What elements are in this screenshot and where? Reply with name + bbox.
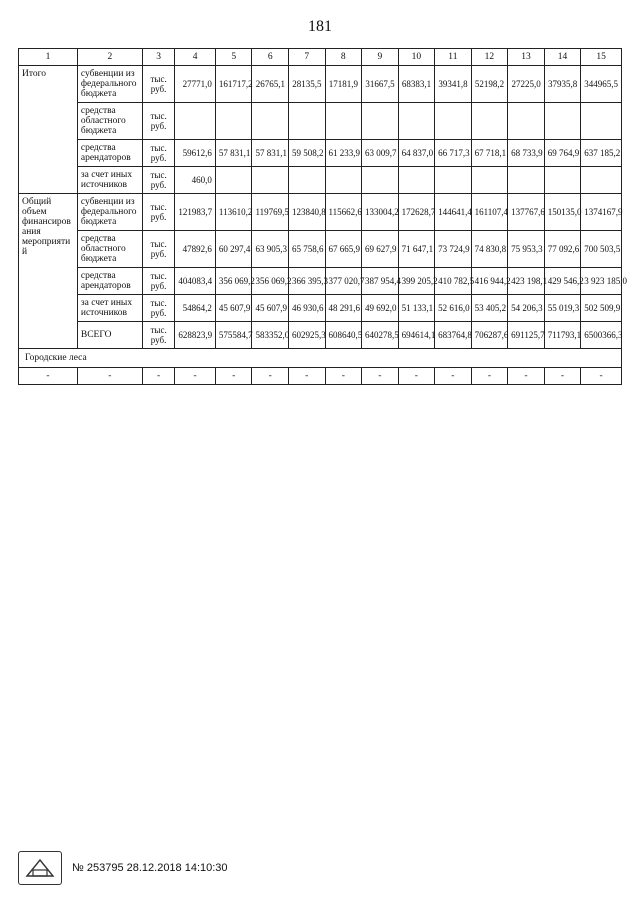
unit-cell: тыс. руб. — [142, 103, 174, 140]
value-cell: 429 546,2 — [544, 268, 581, 295]
value-cell — [435, 103, 472, 140]
value-cell: 144641,4 — [435, 194, 472, 231]
footer — [18, 851, 622, 885]
dash-cell: - — [142, 368, 174, 385]
value-cell — [471, 103, 508, 140]
unit-cell: тыс. руб. — [142, 268, 174, 295]
value-cell: 68 733,9 — [508, 140, 545, 167]
value-cell: 69 764,9 — [544, 140, 581, 167]
value-cell: 66 717,3 — [435, 140, 472, 167]
value-cell — [215, 167, 252, 194]
column-header: 6 — [252, 49, 289, 66]
dash-cell: - — [19, 368, 78, 385]
value-cell: 1374167,9 — [581, 194, 622, 231]
value-cell: 608640,5 — [325, 322, 362, 349]
section-row — [19, 349, 622, 368]
value-cell: 344965,5 — [581, 66, 622, 103]
value-cell: 69 627,9 — [362, 231, 399, 268]
value-cell: 57 831,1 — [252, 140, 289, 167]
financing-table-wrap — [18, 48, 627, 385]
group-label: Общий объем финансирования мероприятий — [19, 194, 78, 349]
unit-cell: тыс. руб. — [142, 140, 174, 167]
table-row — [19, 167, 622, 194]
value-cell — [398, 167, 435, 194]
table-row — [19, 103, 622, 140]
unit-cell: тыс. руб. — [142, 66, 174, 103]
value-cell: 706287,6 — [471, 322, 508, 349]
column-header: 12 — [471, 49, 508, 66]
value-cell: 150135,0 — [544, 194, 581, 231]
value-cell — [288, 103, 325, 140]
unit-cell: тыс. руб. — [142, 194, 174, 231]
value-cell: 356 069,2 — [252, 268, 289, 295]
table-row — [19, 268, 622, 295]
funding-source: за счет иных источников — [77, 167, 142, 194]
value-cell: 51 133,1 — [398, 295, 435, 322]
value-cell: 123840,8 — [288, 194, 325, 231]
value-cell — [252, 103, 289, 140]
page-number: 181 — [308, 18, 332, 35]
value-cell: 172628,7 — [398, 194, 435, 231]
column-header: 1 — [19, 49, 78, 66]
funding-source: субвенции из федерального бюджета — [77, 66, 142, 103]
value-cell: 27771,0 — [175, 66, 216, 103]
value-cell: 60 297,4 — [215, 231, 252, 268]
value-cell: 602925,3 — [288, 322, 325, 349]
value-cell: 77 092,6 — [544, 231, 581, 268]
unit-cell: тыс. руб. — [142, 295, 174, 322]
value-cell: 387 954,4 — [362, 268, 399, 295]
value-cell — [471, 167, 508, 194]
value-cell: 423 198,1 — [508, 268, 545, 295]
funding-source: ВСЕГО — [77, 322, 142, 349]
funding-source: средства областного бюджета — [77, 103, 142, 140]
value-cell: 47892,6 — [175, 231, 216, 268]
column-header: 10 — [398, 49, 435, 66]
column-header: 3 — [142, 49, 174, 66]
value-cell: 74 830,8 — [471, 231, 508, 268]
value-cell — [325, 167, 362, 194]
column-header: 9 — [362, 49, 399, 66]
value-cell: 700 503,5 — [581, 231, 622, 268]
document-id: № 253795 28.12.2018 14:10:30 — [72, 862, 228, 874]
value-cell: 63 009,7 — [362, 140, 399, 167]
archive-stamp-icon — [18, 851, 62, 885]
value-cell — [581, 167, 622, 194]
value-cell: 161107,4 — [471, 194, 508, 231]
value-cell: 65 758,6 — [288, 231, 325, 268]
value-cell — [325, 103, 362, 140]
value-cell: 52198,2 — [471, 66, 508, 103]
value-cell: 73 724,9 — [435, 231, 472, 268]
value-cell: 53 405,2 — [471, 295, 508, 322]
dash-cell: - — [398, 368, 435, 385]
unit-cell: тыс. руб. — [142, 322, 174, 349]
table-row — [19, 231, 622, 268]
value-cell: 113610,2 — [215, 194, 252, 231]
column-header: 5 — [215, 49, 252, 66]
value-cell: 59612,6 — [175, 140, 216, 167]
column-header: 11 — [435, 49, 472, 66]
value-cell: 27225,0 — [508, 66, 545, 103]
table-body — [19, 66, 627, 385]
column-header: 8 — [325, 49, 362, 66]
dash-cell: - — [77, 368, 142, 385]
value-cell: 46 930,6 — [288, 295, 325, 322]
value-cell: 137767,6 — [508, 194, 545, 231]
table-row — [19, 322, 622, 349]
value-cell: 45 607,9 — [215, 295, 252, 322]
value-cell: 31667,5 — [362, 66, 399, 103]
value-cell: 711793,1 — [544, 322, 581, 349]
value-cell: 48 291,6 — [325, 295, 362, 322]
value-cell: 75 953,3 — [508, 231, 545, 268]
value-cell — [288, 167, 325, 194]
column-header: 14 — [544, 49, 581, 66]
dash-cell: - — [581, 368, 622, 385]
value-cell: 121983,7 — [175, 194, 216, 231]
dash-cell: - — [252, 368, 289, 385]
value-cell: 54864,2 — [175, 295, 216, 322]
dash-row — [19, 368, 622, 385]
table-row — [19, 295, 622, 322]
value-cell: 377 020,7 — [325, 268, 362, 295]
dash-cell: - — [471, 368, 508, 385]
header-row — [19, 49, 622, 66]
value-cell: 61 233,9 — [325, 140, 362, 167]
value-cell — [544, 103, 581, 140]
value-cell — [508, 103, 545, 140]
value-cell — [215, 103, 252, 140]
group-label: Итого — [19, 66, 78, 194]
value-cell: 399 205,2 — [398, 268, 435, 295]
value-cell: 28135,5 — [288, 66, 325, 103]
table-row — [19, 140, 622, 167]
value-cell: 52 616,0 — [435, 295, 472, 322]
dash-cell: - — [544, 368, 581, 385]
value-cell: 366 395,3 — [288, 268, 325, 295]
value-cell: 640278,5 — [362, 322, 399, 349]
dash-cell: - — [215, 368, 252, 385]
column-header: 15 — [581, 49, 622, 66]
financing-table — [18, 48, 627, 385]
dash-cell: - — [508, 368, 545, 385]
value-cell: 45 607,9 — [252, 295, 289, 322]
value-cell: 119769,5 — [252, 194, 289, 231]
value-cell: 691125,7 — [508, 322, 545, 349]
value-cell: 6500366,3 — [581, 322, 622, 349]
value-cell — [175, 103, 216, 140]
value-cell: 683764,8 — [435, 322, 472, 349]
value-cell: 57 831,1 — [215, 140, 252, 167]
value-cell: 68383,1 — [398, 66, 435, 103]
value-cell — [362, 103, 399, 140]
value-cell: 133004,2 — [362, 194, 399, 231]
value-cell: 67 665,9 — [325, 231, 362, 268]
dash-cell: - — [435, 368, 472, 385]
value-cell: 67 718,1 — [471, 140, 508, 167]
value-cell: 460,0 — [175, 167, 216, 194]
value-cell: 54 206,3 — [508, 295, 545, 322]
dash-cell: - — [288, 368, 325, 385]
value-cell: 3 923 185,0 — [581, 268, 622, 295]
column-header: 4 — [175, 49, 216, 66]
unit-cell: тыс. руб. — [142, 167, 174, 194]
funding-source: средства арендаторов — [77, 268, 142, 295]
value-cell: 404083,4 — [175, 268, 216, 295]
column-header: 2 — [77, 49, 142, 66]
dash-cell: - — [325, 368, 362, 385]
value-cell — [508, 167, 545, 194]
table-row — [19, 66, 622, 103]
value-cell: 694614,1 — [398, 322, 435, 349]
value-cell — [362, 167, 399, 194]
value-cell: 637 185,2 — [581, 140, 622, 167]
value-cell: 115662,6 — [325, 194, 362, 231]
dash-cell: - — [362, 368, 399, 385]
value-cell: 502 509,9 — [581, 295, 622, 322]
value-cell: 628823,9 — [175, 322, 216, 349]
funding-source: средства арендаторов — [77, 140, 142, 167]
value-cell: 39341,8 — [435, 66, 472, 103]
table-row — [19, 194, 622, 231]
dash-cell: - — [175, 368, 216, 385]
value-cell: 356 069,2 — [215, 268, 252, 295]
value-cell: 161717,2 — [215, 66, 252, 103]
value-cell — [544, 167, 581, 194]
column-header: 13 — [508, 49, 545, 66]
value-cell — [398, 103, 435, 140]
value-cell: 575584,7 — [215, 322, 252, 349]
value-cell — [435, 167, 472, 194]
funding-source: за счет иных источников — [77, 295, 142, 322]
value-cell — [252, 167, 289, 194]
value-cell: 55 019,3 — [544, 295, 581, 322]
funding-source: субвенции из федерального бюджета — [77, 194, 142, 231]
value-cell: 63 905,3 — [252, 231, 289, 268]
unit-cell: тыс. руб. — [142, 231, 174, 268]
value-cell: 49 692,0 — [362, 295, 399, 322]
value-cell: 17181,9 — [325, 66, 362, 103]
value-cell: 26765,1 — [252, 66, 289, 103]
section-label: Городские леса — [19, 349, 622, 368]
value-cell: 64 837,0 — [398, 140, 435, 167]
value-cell: 410 782,5 — [435, 268, 472, 295]
value-cell: 583352,0 — [252, 322, 289, 349]
value-cell: 71 647,1 — [398, 231, 435, 268]
value-cell: 37935,8 — [544, 66, 581, 103]
value-cell — [581, 103, 622, 140]
funding-source: средства областного бюджета — [77, 231, 142, 268]
value-cell: 59 508,2 — [288, 140, 325, 167]
column-header: 7 — [288, 49, 325, 66]
value-cell: 416 944,2 — [471, 268, 508, 295]
